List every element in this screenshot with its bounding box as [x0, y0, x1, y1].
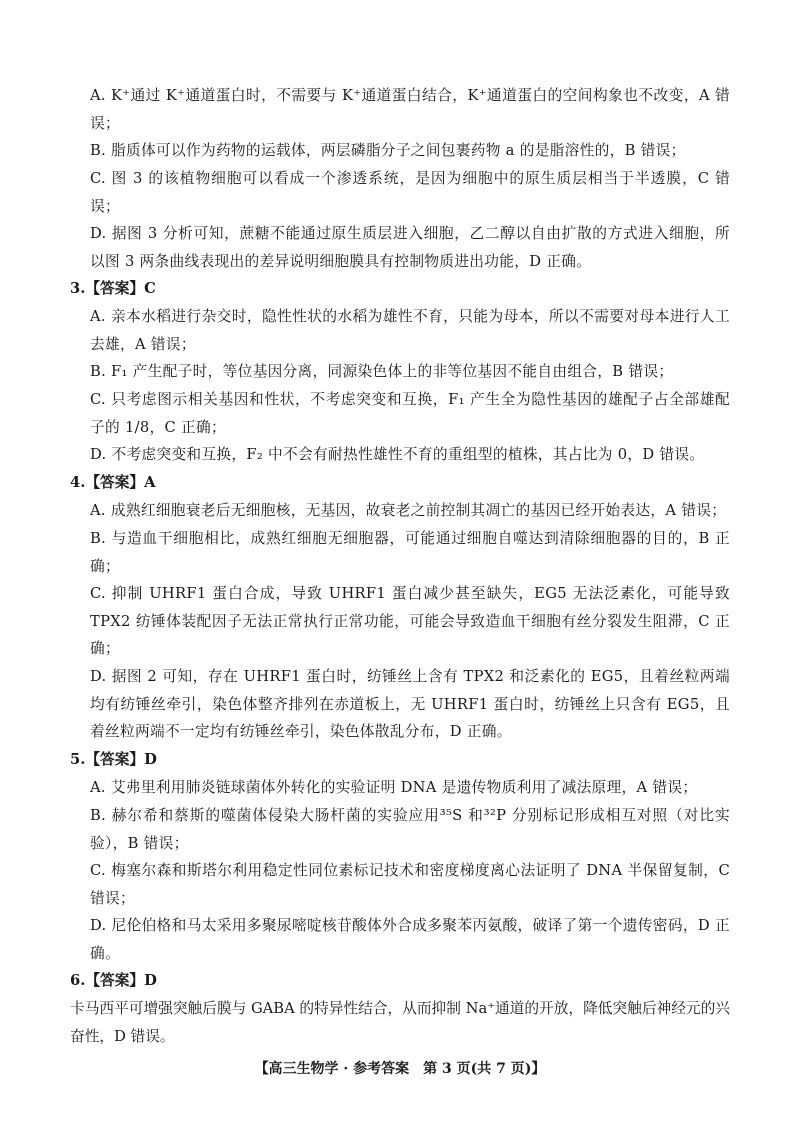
q5-option-d: D. 尼伦伯格和马太采用多聚尿嘧啶核苷酸体外合成多聚苯丙氨酸，破译了第一个遗传密码，D 正确。 — [90, 917, 730, 962]
q3-option-d: D. 不考虑突变和互换，F₂ 中不会有耐热性雄性不育的重组型的植株，其占比为 0，D 错误。 — [90, 446, 705, 463]
q4-option-b: B. 与造血干细胞相比，成熟红细胞无细胞器，可能通过细胞自噬达到清除细胞器的目的，B 正确； — [90, 530, 730, 575]
q2-option-b: B. 脂质体可以作为药物的运载体，两层磷脂分子之间包裹药物 a 的是脂溶性的，B 错误； — [90, 142, 686, 159]
q4-option-a: A. 成熟红细胞衰老后无细胞核，无基因，故衰老之前控制其凋亡的基因已经开始表达，A 错误； — [90, 502, 727, 519]
q5-option-a: A. 艾弗里利用肺炎链球菌体外转化的实验证明 DNA 是遗传物质利用了减法原理，A 错误； — [90, 779, 698, 796]
page-footer: 【高三生物学 · 参考答案 第 3 页(共 7 页)】 — [254, 1061, 546, 1077]
q6-explanation: 卡马西平可增强突触后膜与 GABA 的特异性结合，从而抑制 Na⁺通道的开放，降低突触后神经元的兴奋性，D 错误。 — [70, 1000, 730, 1045]
q3-option-b: B. F₁ 产生配子时，等位基因分离，同源染色体上的非等位基因不能自由组合，B 错误； — [90, 363, 674, 380]
q3-answer-heading: 3.【答案】C — [70, 280, 156, 297]
q4-option-d: D. 据图 2 可知，存在 UHRF1 蛋白时，纺锤丝上含有 TPX2 和泛素化的 EG5，且着丝粒两端均有纺锤丝牵引，染色体整齐排列在赤道板上，无 UHRF1 蛋白时，纺锤丝上只含有 EG5，且着丝粒两端不一定均有纺锤丝牵引，染色体散乱分布，D 正确。 — [90, 668, 730, 740]
q2-option-c: C. 图 3 的该植物细胞可以看成一个渗透系统，是因为细胞中的原生质层相当于半透膜，C 错误； — [90, 170, 730, 215]
q5-answer-heading: 5.【答案】D — [70, 751, 157, 768]
q2-option-a: A. K⁺通过 K⁺通道蛋白时，不需要与 K⁺通道蛋白结合，K⁺通道蛋白的空间构象也不改变，A 错误； — [90, 87, 730, 132]
q6-answer-heading: 6.【答案】D — [70, 972, 157, 989]
q3-option-c: C. 只考虑图示相关基因和性状，不考虑突变和互换，F₁ 产生全为隐性基因的雄配子占全部雄配子的 1/8，C 正确； — [90, 391, 730, 436]
q2-option-d: D. 据图 3 分析可知，蔗糖不能通过原生质层进入细胞，乙二醇以自由扩散的方式进入细胞，所以图 3 两条曲线表现出的差异说明细胞膜具有控制物质进出功能，D 正确。 — [90, 225, 730, 270]
q4-answer-heading: 4.【答案】A — [70, 474, 156, 491]
q5-option-c: C. 梅塞尔森和斯塔尔利用稳定性同位素标记技术和密度梯度离心法证明了 DNA 半保留复制，C 错误； — [90, 862, 730, 907]
q5-option-b: B. 赫尔希和蔡斯的噬菌体侵染大肠杆菌的实验应用³⁵S 和³²P 分别标记形成相互对照（对比实验），B 错误； — [90, 807, 730, 852]
q4-option-c: C. 抑制 UHRF1 蛋白合成，导致 UHRF1 蛋白减少甚至缺失，EG5 无法泛素化，可能导致 TPX2 纺锤体装配因子无法正常执行正常功能，可能会导致造血干细胞有丝分裂发生阻滞，C 正确； — [90, 585, 730, 657]
q3-option-a: A. 亲本水稻进行杂交时，隐性性状的水稻为雄性不育，只能为母本，所以不需要对母本进行人工去雄，A 错误； — [90, 308, 730, 353]
